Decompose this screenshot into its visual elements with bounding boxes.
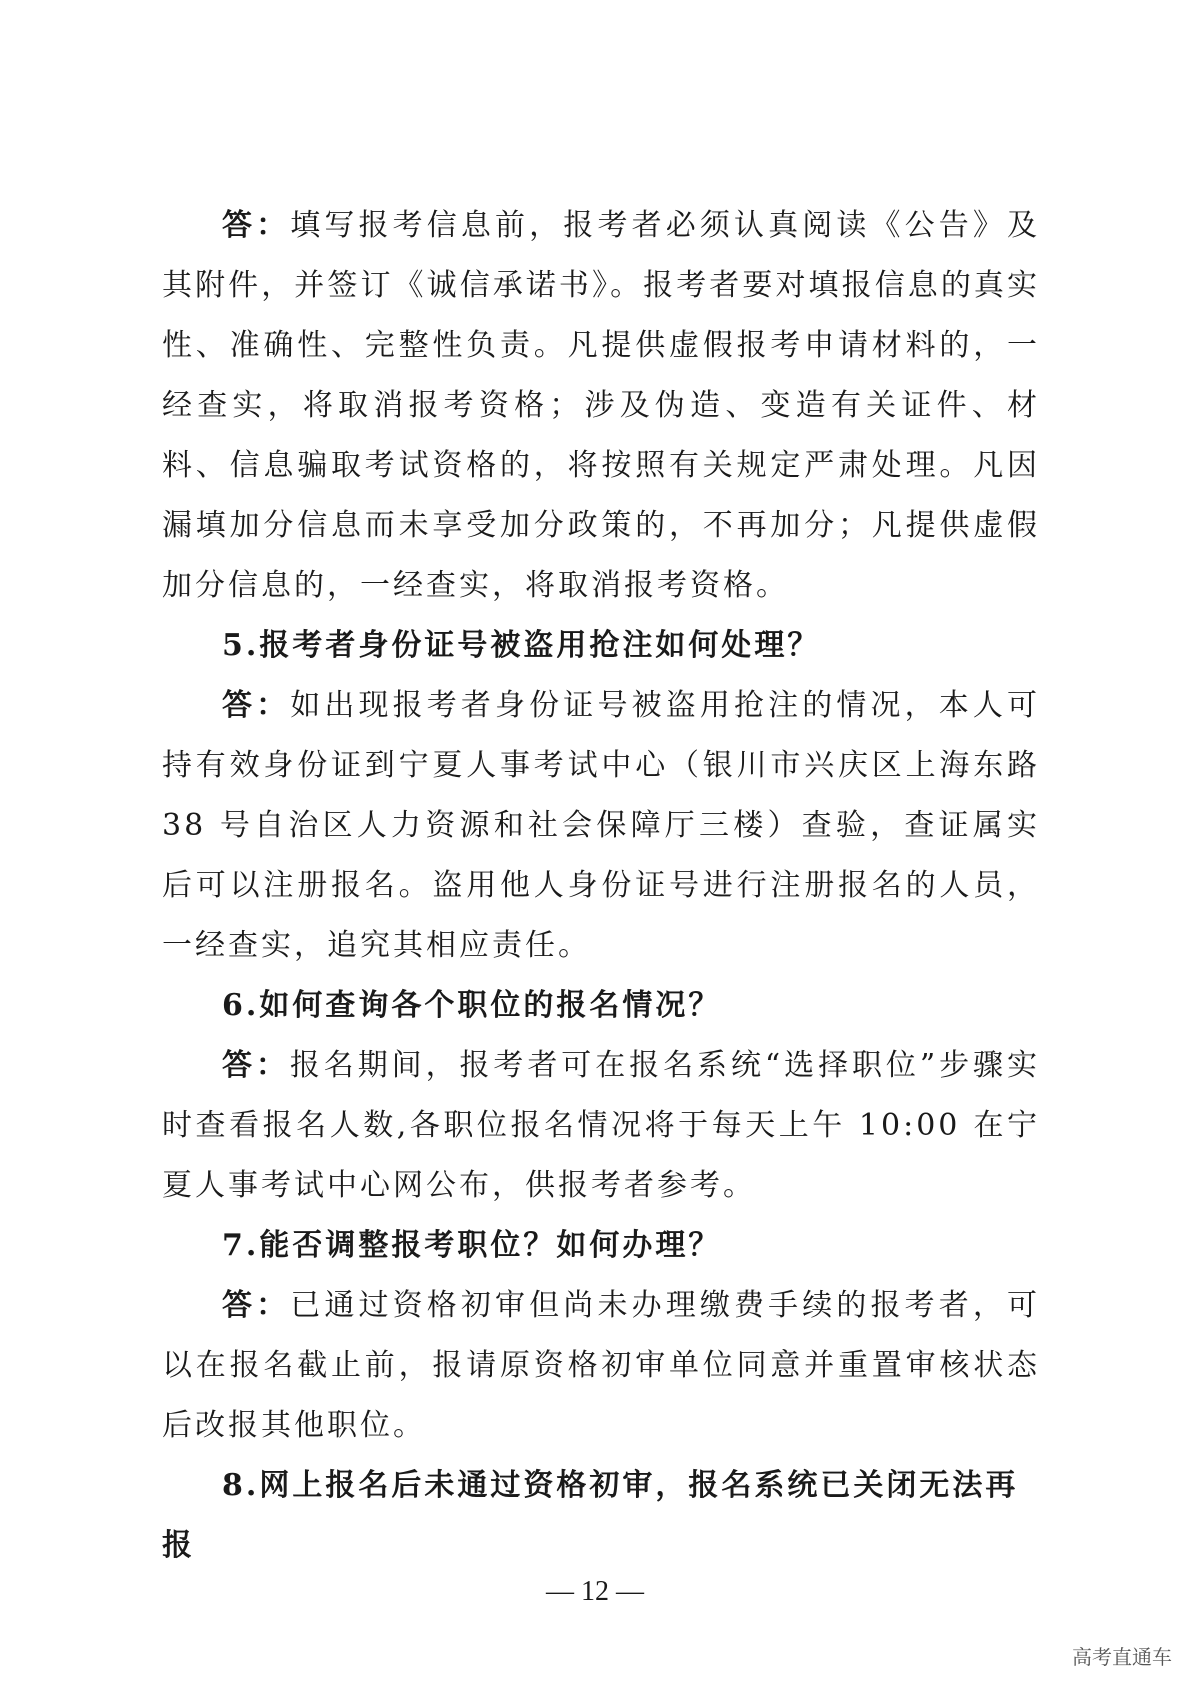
answer-label: 答：	[222, 208, 291, 243]
watermark-logo-text: 高考直通车	[1072, 1645, 1172, 1669]
answer-paragraph	[162, 676, 1040, 976]
page-number: — 12 —	[546, 1576, 644, 1607]
answer-text: 如出现报考者身份证号被盗用抢注的情况，本人可持有效身份证到宁夏人事考试中心（银川市兴庆区上海东路 38 号自治区人力资源和社会保障厅三楼）查验，查证属实后可以注册报名。盗用他人身份证号进行注册报名的人员，一经查实，追究其相应责任。	[162, 688, 1041, 963]
document-body	[162, 196, 1040, 1576]
answer-label: 答：	[222, 688, 291, 723]
answer-text: 已通过资格初审但尚未办理缴费手续的报考者，可以在报名截止前，报请原资格初审单位同意并重置审核状态后改报其他职位。	[162, 1288, 1041, 1443]
question-heading: 5.报考者身份证号被盗用抢注如何处理？	[222, 628, 821, 663]
answer-label: 答：	[222, 1288, 291, 1323]
answer-paragraph	[162, 196, 1040, 616]
question-heading: 7.能否调整报考职位？如何办理？	[222, 1228, 722, 1263]
answer-text: 报名期间，报考者可在报名系统“选择职位”步骤实时查看报名人数,各职位报名情况将于每天上午 10:00 在宁夏人事考试中心网公布，供报考者参考。	[162, 1048, 1040, 1203]
answer-paragraph	[162, 1276, 1040, 1456]
answer-paragraph	[162, 1036, 1040, 1216]
answer-text: 填写报考信息前，报考者必须认真阅读《公告》及其附件，并签订《诚信承诺书》。报考者要对填报信息的真实性、准确性、完整性负责。凡提供虚假报考申请材料的，一经查实，将取消报考资格；涉及伪造、变造有关证件、材料、信息骗取考试资格的，将按照有关规定严肃处理。凡因漏填加分信息而未享受加分政策的，不再加分；凡提供虚假加分信息的，一经查实，将取消报考资格。	[162, 208, 1041, 603]
question-heading: 8.网上报名后未通过资格初审，报名系统已关闭无法再报	[162, 1468, 1019, 1563]
question-heading: 6.如何查询各个职位的报名情况？	[222, 988, 722, 1023]
answer-label: 答：	[222, 1048, 290, 1083]
